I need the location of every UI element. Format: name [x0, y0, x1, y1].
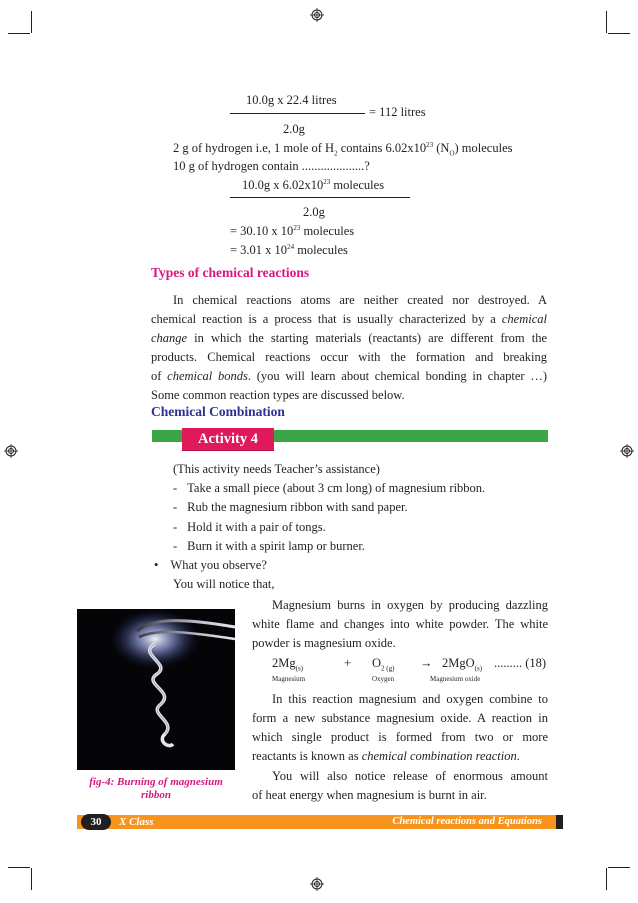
equation-label-oxygen: Oxygen — [372, 675, 395, 683]
calc2-numerator: 10.0g x $6.02x10^{23}$ molecules — [242, 177, 385, 192]
equation-arrow-icon: → — [420, 656, 433, 670]
fraction-bar — [230, 113, 365, 114]
observation-paragraph: Magnesium burns in oxygen by producing dazzling white flame and changes into white powder. The white powder is magnesium oxide. — [252, 598, 548, 650]
equation-product: 2MgO$_{(s)}$ — [442, 656, 483, 673]
calc2-result-2: = 3.01 x $10^{24}$ molecules — [230, 242, 348, 257]
hydrogen-statement: 2 g of hydrogen i.e, 1 mole of $H_2$ contains $6.02x10^{23}$ $(N_O)$ molecules — [173, 140, 513, 158]
intro-paragraph: In chemical reactions atoms are neither created nor destroyed. A chemical reaction is a process that is usually characterized by a chemical change in which the starting materials (reactants) are different from the products. Chemical reactions occur with the formation and breaking of chemical bonds. (you will learn about chemical bonding in chapter …) Some common reaction types are discussed below. — [151, 293, 547, 402]
registration-mark-icon — [310, 877, 324, 891]
registration-mark-icon — [4, 444, 18, 458]
equation-term-o2: $O_{2 (g)}$ — [372, 656, 395, 673]
calc2-denominator: 2.0g — [303, 205, 325, 219]
page-number: 30 — [90, 816, 102, 828]
registration-mark-icon — [310, 8, 324, 22]
activity-step: - Take a small piece (about 3 cm long) of magnesium ribbon. — [173, 481, 486, 495]
equation-term-mg: $2Mg_{(s)}$ — [272, 656, 304, 673]
activity-note: (This activity needs Teacher’s assistance) — [173, 462, 380, 476]
activity-label: Activity 4 — [182, 428, 274, 451]
crop-mark — [8, 867, 30, 868]
magnesium-flame-image — [77, 609, 235, 770]
subsection-heading: Chemical Combination — [151, 404, 285, 419]
equation-label-magnesium-oxide: Magnesium oxide — [430, 675, 481, 683]
equation-number: ......... (18) — [494, 656, 547, 670]
activity-step: - Rub the magnesium ribbon with sand paper. — [173, 500, 408, 514]
energy-paragraph: You will also notice release of enormous amount of heat energy when magnesium is burnt in air. — [252, 769, 548, 802]
footer-class-label: X Class — [119, 816, 154, 828]
activity-step: - Burn it with a spirit lamp or burner. — [173, 539, 365, 553]
crop-mark — [608, 33, 630, 34]
calc1-result: = 112 litres — [369, 105, 426, 119]
activity-bar-right — [274, 430, 548, 442]
footer-bar-end — [556, 815, 563, 829]
calc2-result-1: = 30.10 x $10^{23}$ molecules — [230, 223, 355, 238]
calc1-denominator: 2.0g — [283, 122, 305, 136]
fraction-bar — [230, 197, 410, 198]
activity-step: - Hold it with a pair of tongs. — [173, 520, 326, 534]
figure-caption: fig-4: Burning of magnesium ribbon — [89, 776, 223, 801]
crop-mark — [608, 867, 630, 868]
crop-mark — [8, 33, 30, 34]
figure-magnesium-burning — [77, 609, 235, 770]
footer-chapter-title: Chemical reactions and Equations — [392, 816, 542, 827]
registration-mark-icon — [620, 444, 634, 458]
crop-mark — [606, 868, 607, 890]
calc1-numerator: 10.0g x 22.4 litres — [246, 93, 337, 107]
observe-prompt: • What you observe? — [154, 558, 267, 572]
equation-plus: + — [344, 656, 352, 670]
crop-mark — [31, 868, 32, 890]
equation-label-magnesium: Magnesium — [272, 675, 306, 683]
crop-mark — [31, 11, 32, 33]
hydrogen-question: 10 g of hydrogen contain ....................? — [173, 159, 370, 173]
bullet-icon: • — [154, 558, 159, 572]
activity-bar-left — [152, 430, 182, 442]
notice-text: You will notice that, — [173, 577, 275, 591]
combination-paragraph: In this reaction magnesium and oxygen combine to form a new substance magnesium oxide. A reaction in which single product is formed from two or more reactants is known as chemical combination reaction. — [252, 692, 548, 763]
crop-mark — [606, 11, 607, 33]
section-heading: Types of chemical reactions — [151, 265, 310, 280]
